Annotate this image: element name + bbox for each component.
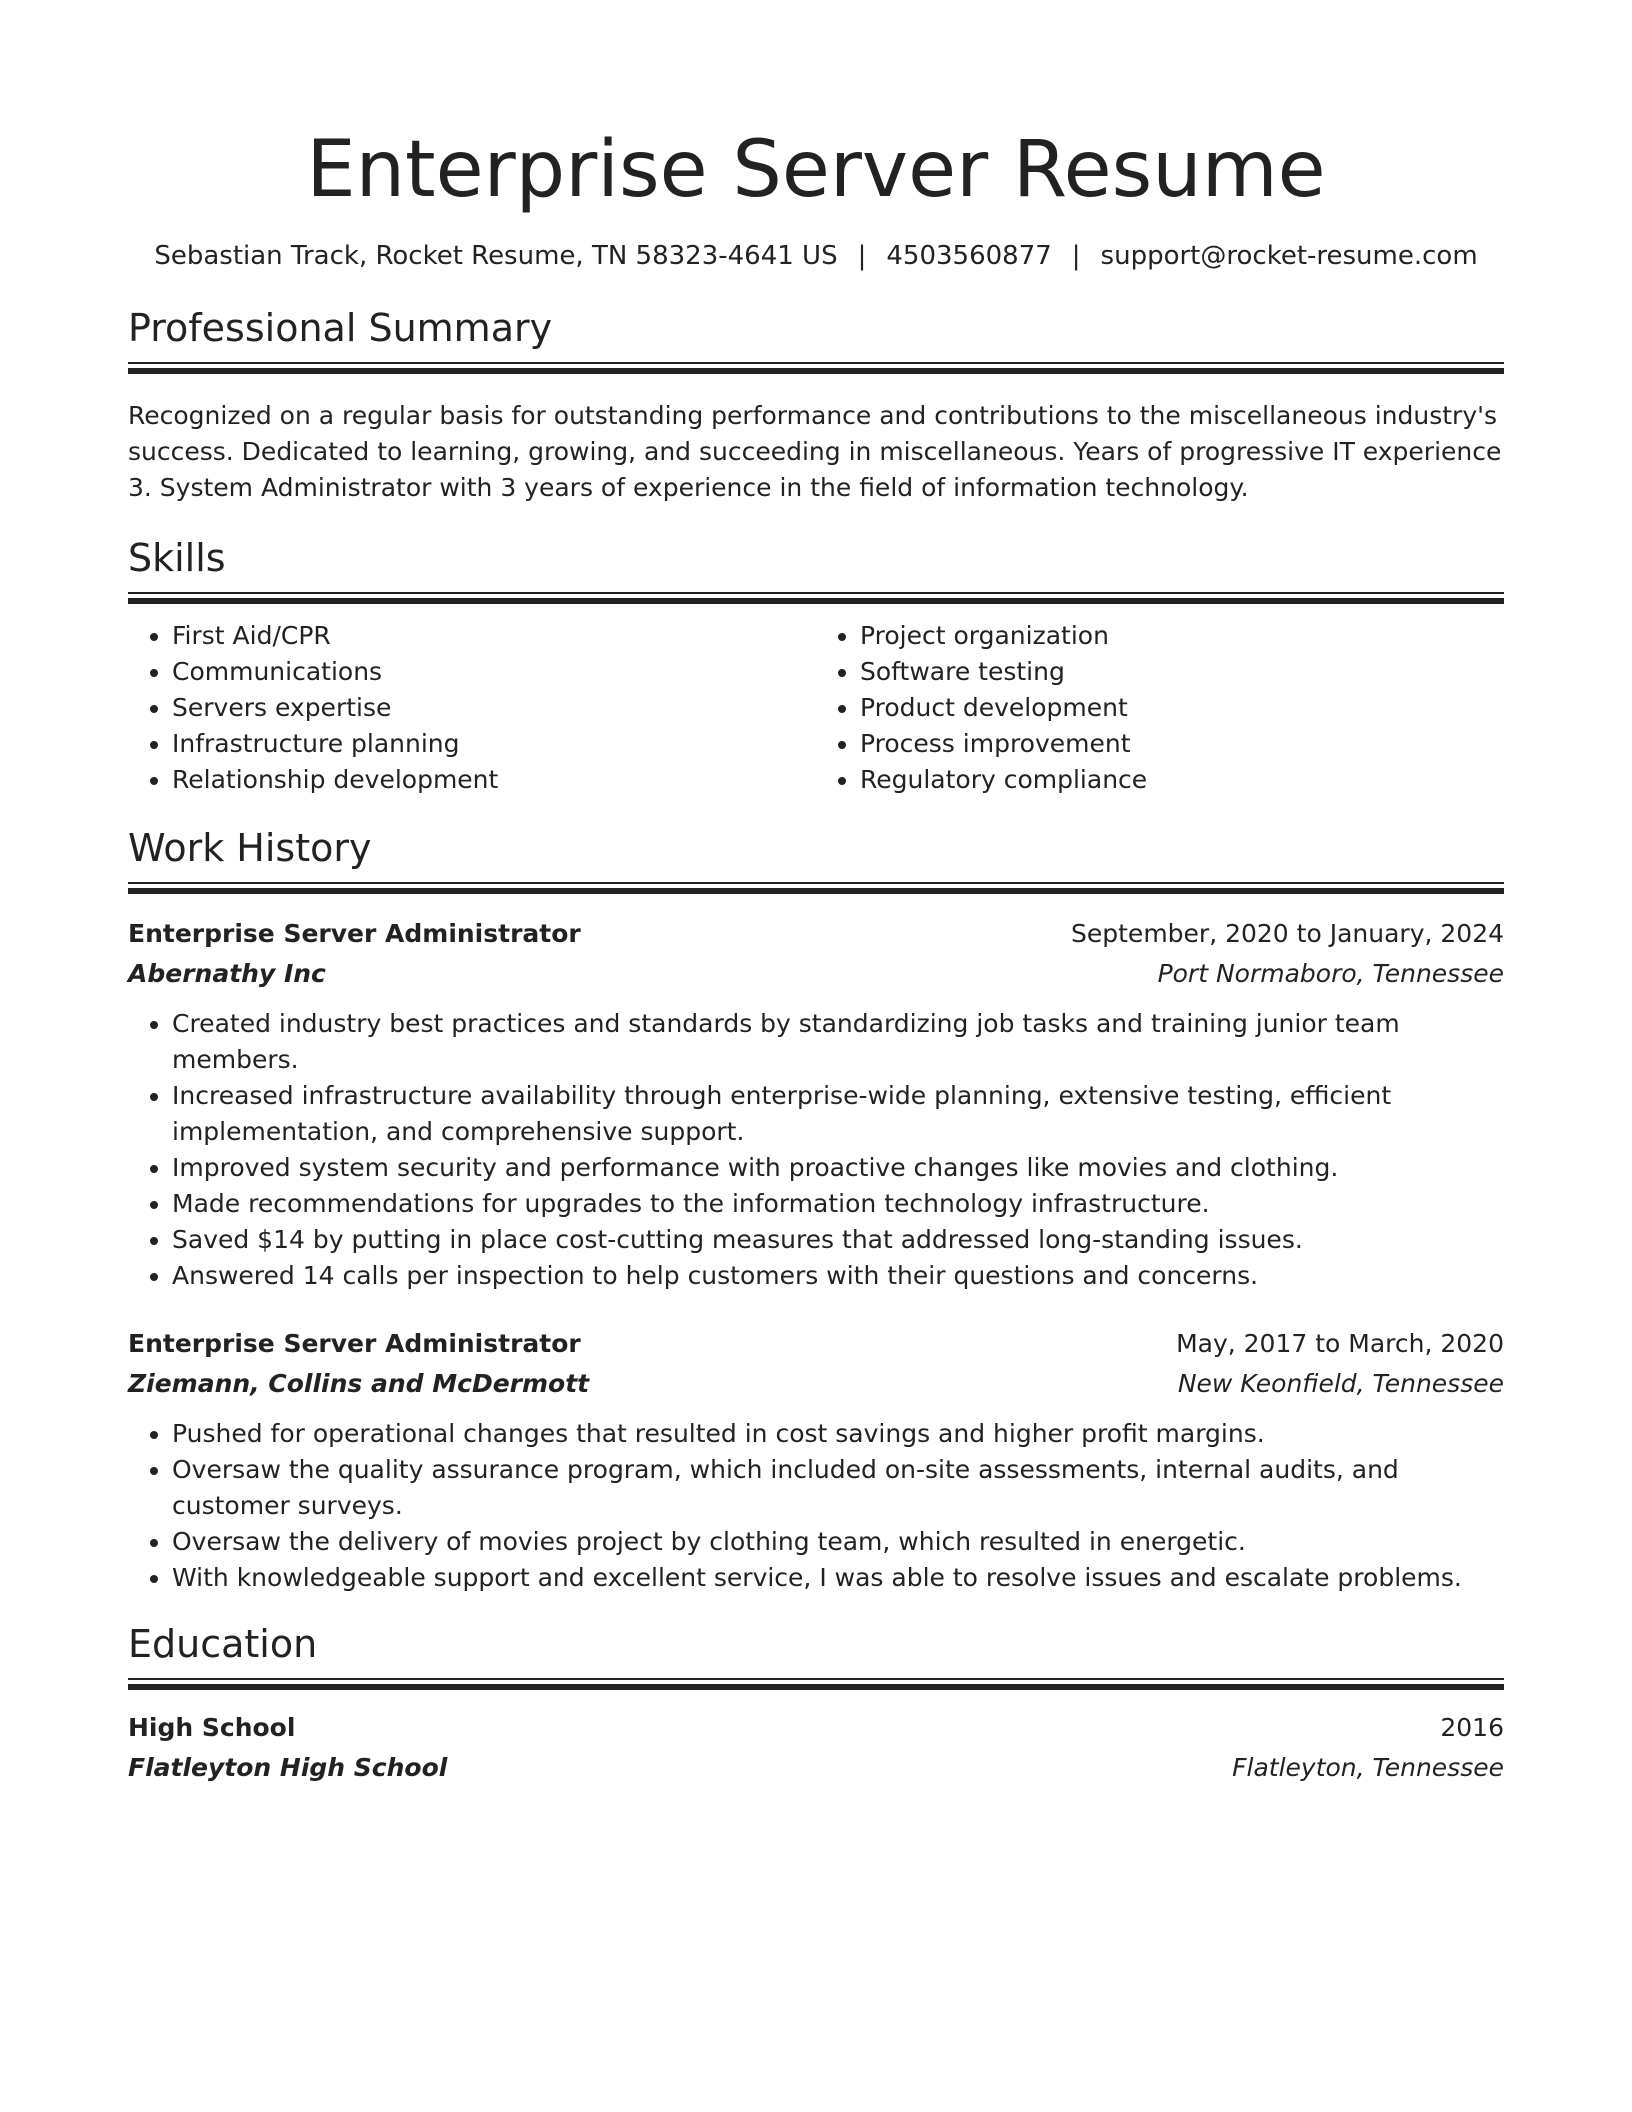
summary-heading: Professional Summary	[128, 306, 553, 350]
skill-item: • Process improvement	[860, 726, 1504, 762]
job-bullet: • Pushed for operational changes that resulted in cost savings and higher profit margins.	[172, 1416, 1504, 1452]
job-bullet: • Oversaw the quality assurance program, which included on-site assessments, internal audits, and customer surveys.	[172, 1452, 1504, 1524]
skill-item: • Regulatory compliance	[860, 762, 1504, 798]
job-bullets	[128, 1416, 1504, 1596]
contact-separator: |	[1071, 241, 1081, 271]
skill-item: • Communications	[172, 654, 816, 690]
skill-item: • Software testing	[860, 654, 1504, 690]
contact-phone: 4503560877	[886, 241, 1052, 271]
section-divider	[128, 1678, 1504, 1690]
contact-separator: |	[857, 241, 867, 271]
job-subheader	[128, 1364, 1504, 1404]
job-bullet: • Increased infrastructure availability through enterprise-wide planning, extensive testing, efficient implementation, and comprehensive support.	[172, 1078, 1504, 1150]
skill-item: • Servers expertise	[172, 690, 816, 726]
education-entry	[128, 1708, 1504, 1788]
job-company: Abernathy Inc	[128, 959, 326, 988]
skill-item: • Infrastructure planning	[172, 726, 816, 762]
job-entry	[128, 914, 1504, 1294]
job-bullet: • With knowledgeable support and excellent service, I was able to resolve issues and escalate problems.	[172, 1560, 1504, 1596]
job-bullet: • Oversaw the delivery of movies project by clothing team, which resulted in energetic.	[172, 1524, 1504, 1560]
contact-email: support@rocket-resume.com	[1100, 241, 1478, 271]
job-entry	[128, 1324, 1504, 1596]
work-section	[128, 824, 1504, 1596]
work-heading: Work History	[128, 826, 372, 870]
section-divider	[128, 592, 1504, 604]
skills-list	[128, 618, 1504, 798]
job-title: Enterprise Server Administrator	[128, 1329, 581, 1358]
job-dates: May, 2017 to March, 2020	[1176, 1329, 1504, 1358]
job-location: Port Normaboro, Tennessee	[1157, 959, 1504, 988]
skills-heading: Skills	[128, 536, 226, 580]
education-subheader	[128, 1748, 1504, 1788]
skill-item: • Relationship development	[172, 762, 816, 798]
job-bullet: • Made recommendations for upgrades to the information technology infrastructure.	[172, 1186, 1504, 1222]
job-bullet: • Created industry best practices and standards by standardizing job tasks and training junior team members.	[172, 1006, 1504, 1078]
education-year: 2016	[1440, 1713, 1504, 1742]
contact-line	[128, 238, 1504, 274]
section-divider	[128, 882, 1504, 894]
summary-section	[128, 304, 1504, 506]
education-heading: Education	[128, 1622, 318, 1666]
education-section	[128, 1620, 1504, 1788]
job-location: New Keonfield, Tennessee	[1177, 1369, 1504, 1398]
skills-section	[128, 534, 1504, 798]
job-bullet: • Answered 14 calls per inspection to help customers with their questions and concerns.	[172, 1258, 1504, 1294]
summary-text: Recognized on a regular basis for outstanding performance and contributions to the miscellaneous industry's success. Dedicated to learning, growing, and succeeding in miscellaneous. Years of progressive IT experience 3. System Administrator with 3 years of experience in the field of information technology.	[128, 401, 1502, 502]
job-bullet: • Improved system security and performance with proactive changes like movies and clothing.	[172, 1150, 1504, 1186]
skills-column-left	[128, 618, 816, 798]
job-header	[128, 914, 1504, 954]
job-company: Ziemann, Collins and McDermott	[128, 1369, 590, 1398]
skill-item: • First Aid/CPR	[172, 618, 816, 654]
job-subheader	[128, 954, 1504, 994]
education-school: Flatleyton High School	[128, 1753, 448, 1782]
section-divider	[128, 362, 1504, 374]
job-dates: September, 2020 to January, 2024	[1071, 919, 1504, 948]
contact-address: Sebastian Track, Rocket Resume, TN 58323-4641 US	[154, 241, 838, 271]
job-bullet: • Saved $14 by putting in place cost-cutting measures that addressed long-standing issues.	[172, 1222, 1504, 1258]
skills-column-right	[816, 618, 1504, 798]
education-degree: High School	[128, 1713, 296, 1742]
job-bullets	[128, 1006, 1504, 1294]
education-header	[128, 1708, 1504, 1748]
skill-item: • Project organization	[860, 618, 1504, 654]
resume-page	[128, 0, 1504, 1788]
job-header	[128, 1324, 1504, 1364]
job-title: Enterprise Server Administrator	[128, 919, 581, 948]
resume-title: Enterprise Server Resume	[306, 125, 1326, 215]
education-location: Flatleyton, Tennessee	[1232, 1753, 1504, 1782]
skill-item: • Product development	[860, 690, 1504, 726]
